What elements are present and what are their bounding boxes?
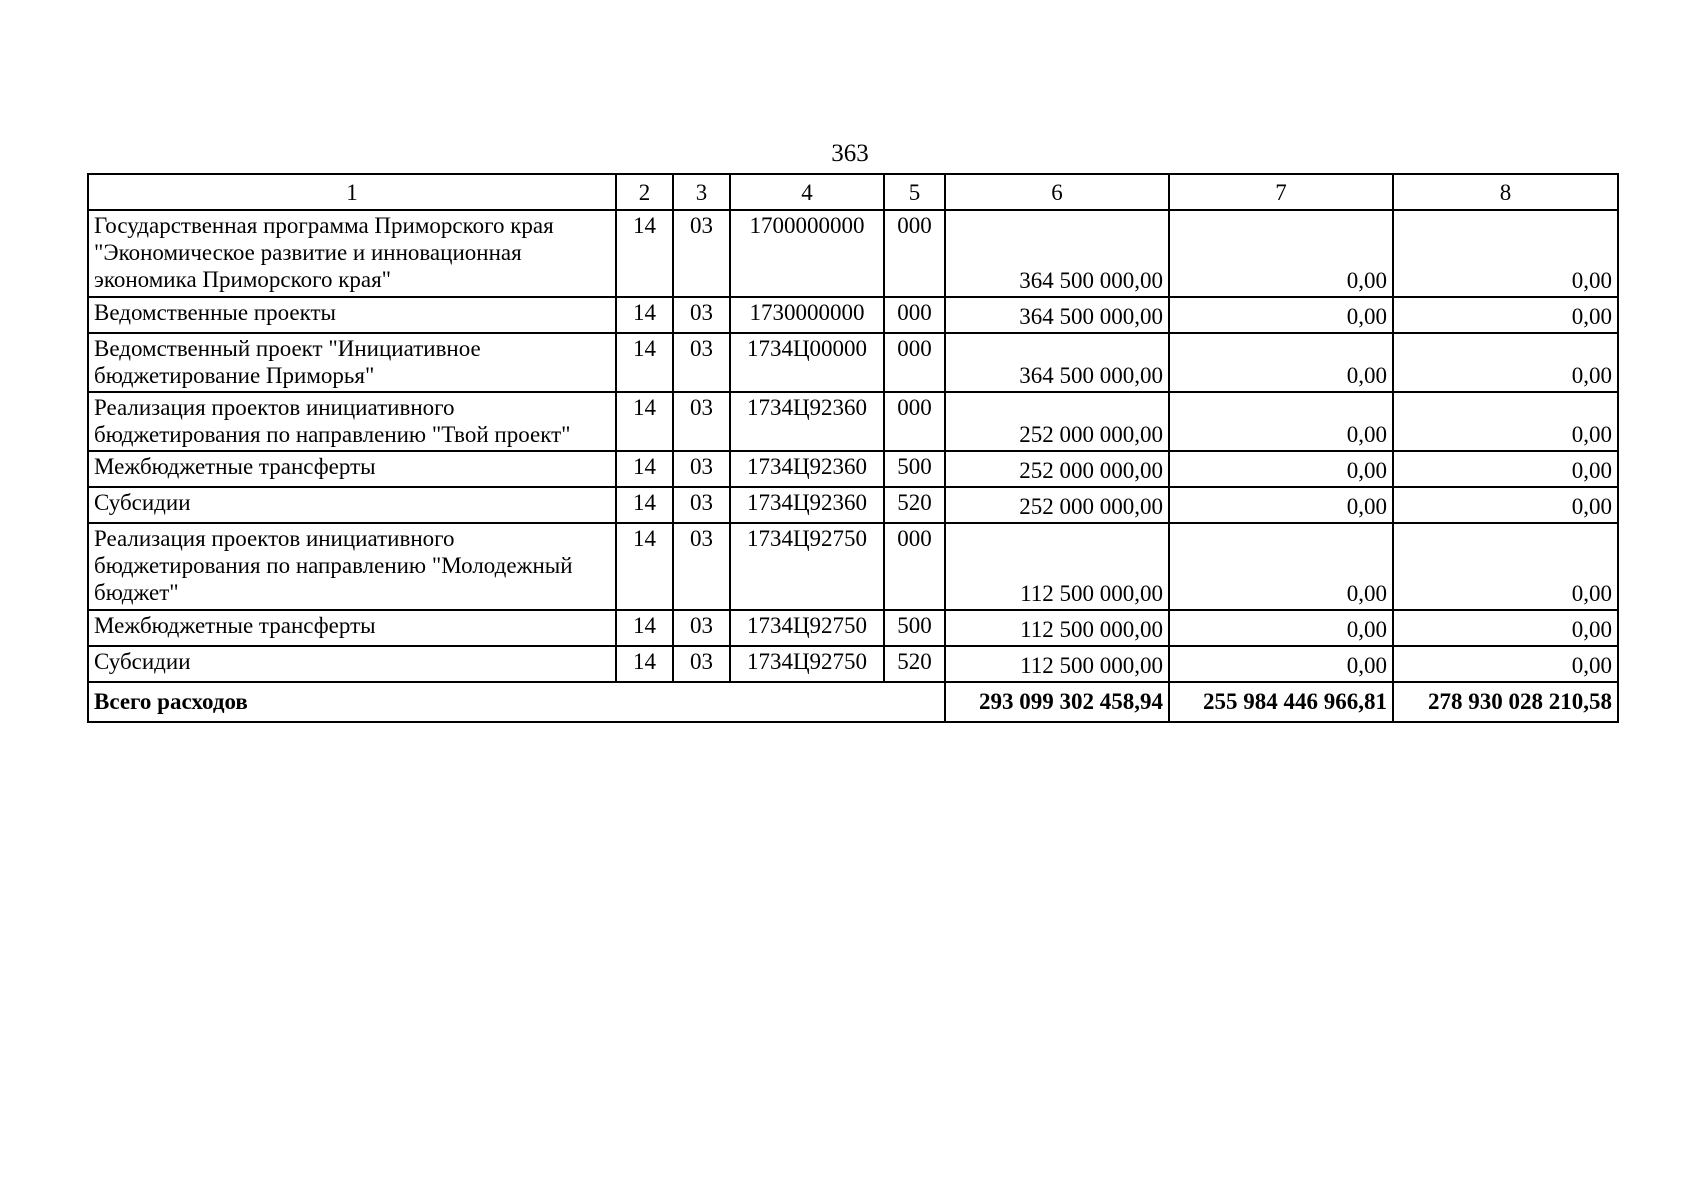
row-section-code: 14	[616, 451, 673, 487]
row-amount-6: 112 500 000,00	[945, 646, 1169, 682]
row-name: Реализация проектов инициативного бюджетирования по направлению "Твой проект"	[88, 392, 616, 451]
row-amount-8: 0,00	[1393, 297, 1618, 333]
row-subsection-code: 03	[673, 451, 730, 487]
row-amount-7: 0,00	[1169, 646, 1393, 682]
row-amount-6: 252 000 000,00	[945, 451, 1169, 487]
row-name: Субсидии	[88, 646, 616, 682]
row-amount-8: 0,00	[1393, 523, 1618, 610]
column-header-5: 5	[884, 174, 945, 210]
column-header-1: 1	[88, 174, 616, 210]
column-header-3: 3	[673, 174, 730, 210]
row-amount-6: 252 000 000,00	[945, 392, 1169, 451]
row-name: Субсидии	[88, 487, 616, 523]
row-name: Государственная программа Приморского края "Экономическое развитие и инновационная экономика Приморского края"	[88, 210, 616, 297]
page-number: 363	[831, 140, 869, 167]
row-amount-7: 0,00	[1169, 451, 1393, 487]
table-row	[88, 333, 1618, 392]
table-row	[88, 297, 1618, 333]
row-name: Межбюджетные трансферты	[88, 451, 616, 487]
row-amount-7: 0,00	[1169, 610, 1393, 646]
row-expense-type-code: 520	[884, 487, 945, 523]
table-row	[88, 487, 1618, 523]
row-section-code: 14	[616, 333, 673, 392]
row-expense-type-code: 000	[884, 297, 945, 333]
row-amount-7: 0,00	[1169, 333, 1393, 392]
row-amount-6: 252 000 000,00	[945, 487, 1169, 523]
row-subsection-code: 03	[673, 646, 730, 682]
row-amount-6: 364 500 000,00	[945, 333, 1169, 392]
row-amount-8: 0,00	[1393, 487, 1618, 523]
column-header-4: 4	[730, 174, 884, 210]
table-row	[88, 210, 1618, 297]
total-row	[88, 682, 1618, 722]
row-target-code: 1734Ц92750	[730, 646, 884, 682]
row-section-code: 14	[616, 610, 673, 646]
total-label: Всего расходов	[88, 682, 945, 722]
row-expense-type-code: 500	[884, 451, 945, 487]
row-amount-6: 364 500 000,00	[945, 210, 1169, 297]
row-target-code: 1734Ц92750	[730, 610, 884, 646]
row-target-code: 1734Ц92360	[730, 451, 884, 487]
row-section-code: 14	[616, 392, 673, 451]
table-body	[88, 174, 1618, 722]
row-name: Реализация проектов инициативного бюджетирования по направлению "Молодежный бюджет"	[88, 523, 616, 610]
table-row	[88, 523, 1618, 610]
row-amount-7: 0,00	[1169, 297, 1393, 333]
row-subsection-code: 03	[673, 610, 730, 646]
row-subsection-code: 03	[673, 210, 730, 297]
row-amount-6: 364 500 000,00	[945, 297, 1169, 333]
table-header-row	[88, 174, 1618, 210]
row-amount-7: 0,00	[1169, 392, 1393, 451]
row-amount-8: 0,00	[1393, 451, 1618, 487]
row-subsection-code: 03	[673, 297, 730, 333]
row-amount-7: 0,00	[1169, 210, 1393, 297]
row-amount-7: 0,00	[1169, 487, 1393, 523]
table-row	[88, 646, 1618, 682]
column-header-2: 2	[616, 174, 673, 210]
total-amount-7: 255 984 446 966,81	[1169, 682, 1393, 722]
row-expense-type-code: 000	[884, 333, 945, 392]
row-amount-8: 0,00	[1393, 210, 1618, 297]
column-header-7: 7	[1169, 174, 1393, 210]
row-section-code: 14	[616, 297, 673, 333]
row-expense-type-code: 000	[884, 523, 945, 610]
row-section-code: 14	[616, 646, 673, 682]
row-amount-6: 112 500 000,00	[945, 523, 1169, 610]
row-subsection-code: 03	[673, 487, 730, 523]
row-target-code: 1730000000	[730, 297, 884, 333]
row-expense-type-code: 000	[884, 392, 945, 451]
row-target-code: 1734Ц92750	[730, 523, 884, 610]
row-subsection-code: 03	[673, 333, 730, 392]
column-header-6: 6	[945, 174, 1169, 210]
row-amount-8: 0,00	[1393, 610, 1618, 646]
column-header-8: 8	[1393, 174, 1618, 210]
row-name: Межбюджетные трансферты	[88, 610, 616, 646]
row-target-code: 1734Ц00000	[730, 333, 884, 392]
row-amount-8: 0,00	[1393, 333, 1618, 392]
total-amount-8: 278 930 028 210,58	[1393, 682, 1618, 722]
row-section-code: 14	[616, 523, 673, 610]
table-row	[88, 610, 1618, 646]
row-name: Ведомственные проекты	[88, 297, 616, 333]
table-row	[88, 451, 1618, 487]
row-expense-type-code: 000	[884, 210, 945, 297]
row-subsection-code: 03	[673, 523, 730, 610]
row-section-code: 14	[616, 487, 673, 523]
row-expense-type-code: 500	[884, 610, 945, 646]
row-target-code: 1734Ц92360	[730, 392, 884, 451]
row-amount-8: 0,00	[1393, 646, 1618, 682]
budget-table	[87, 173, 1619, 723]
row-target-code: 1734Ц92360	[730, 487, 884, 523]
row-amount-7: 0,00	[1169, 523, 1393, 610]
row-amount-6: 112 500 000,00	[945, 610, 1169, 646]
row-section-code: 14	[616, 210, 673, 297]
table-row	[88, 392, 1618, 451]
row-amount-8: 0,00	[1393, 392, 1618, 451]
row-target-code: 1700000000	[730, 210, 884, 297]
row-name: Ведомственный проект "Инициативное бюджетирование Приморья"	[88, 333, 616, 392]
row-subsection-code: 03	[673, 392, 730, 451]
total-amount-6: 293 099 302 458,94	[945, 682, 1169, 722]
row-expense-type-code: 520	[884, 646, 945, 682]
